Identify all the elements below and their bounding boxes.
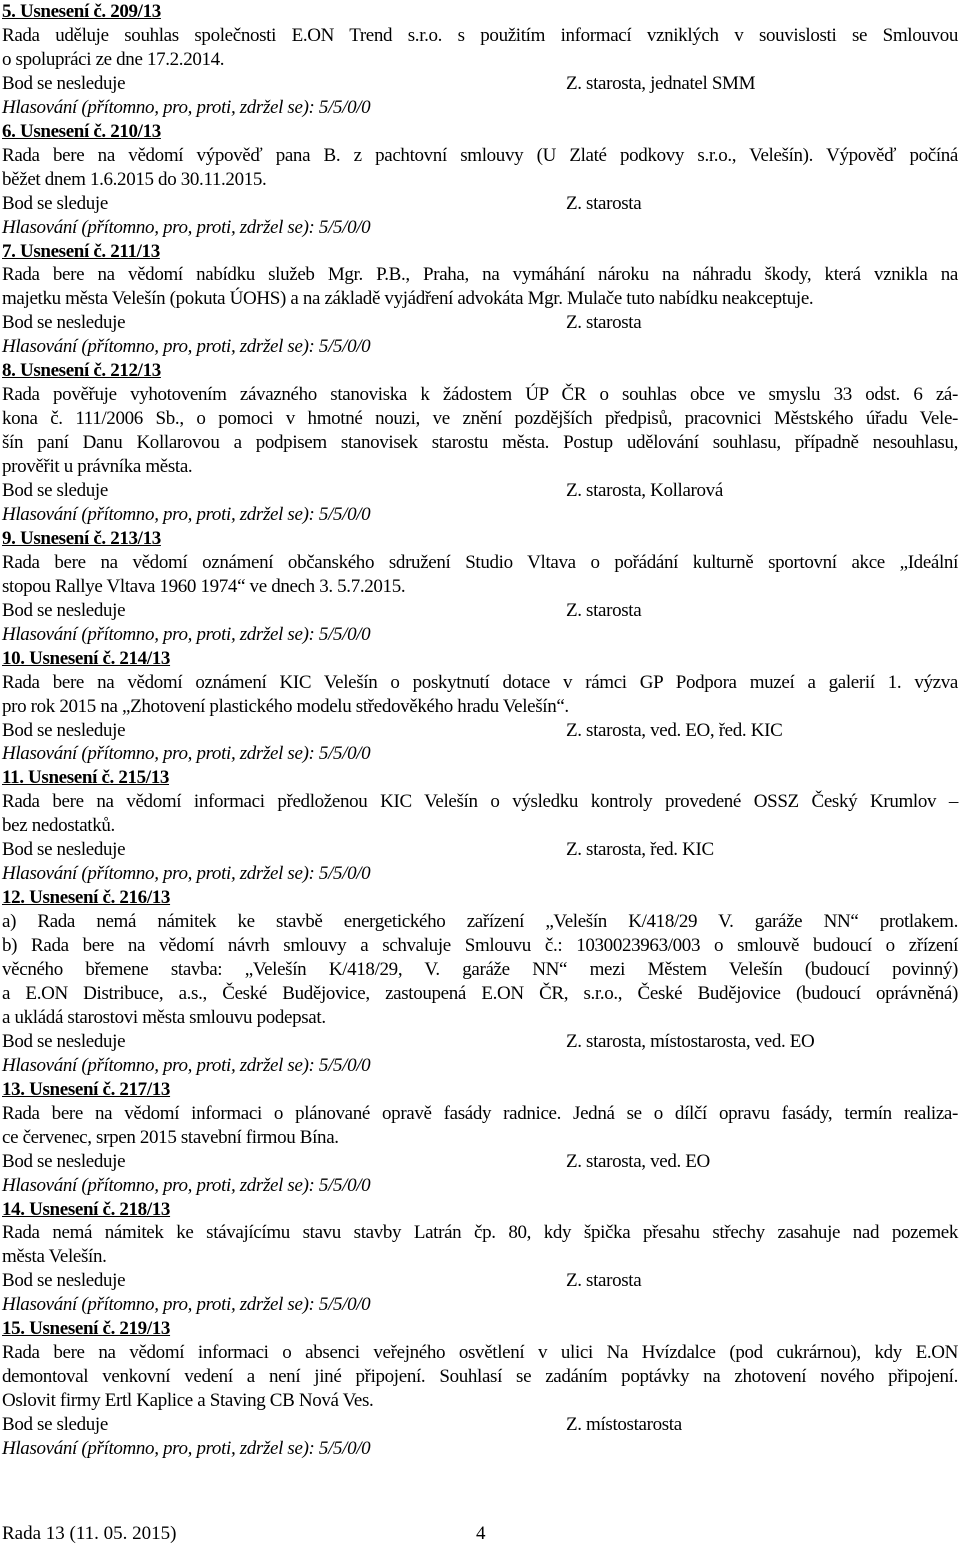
follow-up-status: Bod se nesleduje <box>2 720 126 741</box>
voting-result: Hlasování (přítomno, pro, proti, zdržel se): 5/5/0/0 <box>2 863 371 884</box>
follow-up-status: Bod se nesleduje <box>2 600 126 621</box>
voting-result: Hlasování (přítomno, pro, proti, zdržel se): 5/5/0/0 <box>2 97 371 118</box>
voting-result: Hlasování (přítomno, pro, proti, zdržel se): 5/5/0/0 <box>2 217 371 238</box>
responsible-persons: Z. místostarosta <box>566 1414 682 1435</box>
resolution-heading-text: 9. Usnesení č. 213/13 <box>2 528 161 549</box>
resolution-text-line: stopou Rallye Vltava 1960 1974“ ve dnech 3. 5.7.2015. <box>2 576 406 597</box>
resolution-heading <box>2 240 958 264</box>
resolution-heading <box>2 886 958 910</box>
responsible-persons: Z. starosta <box>566 312 642 333</box>
resolution-text-line: b) Rada bere na vědomí návrh smlouvy a schvaluje Smlouvu č.: 1030023963/003 o smlouvě budoucí o zřízení <box>2 935 958 956</box>
responsible-persons: Z. starosta, ved. EO, řed. KIC <box>566 720 783 741</box>
resolution-text-line: demontoval venkovní vedení a není jiné připojení. Souhlasí se zadáním poptávky na zhotovení nového připojení. <box>2 1366 958 1387</box>
voting-result: Hlasování (přítomno, pro, proti, zdržel se): 5/5/0/0 <box>2 336 371 357</box>
resolution-text-line: Rada bere na vědomí informaci o plánované opravě fasády radnice. Jedná se o dílčí opravu fasády, termín realiza- <box>2 1103 958 1124</box>
resolution-text-line: ce červenec, srpen 2015 stavební firmou Bína. <box>2 1127 339 1148</box>
resolution-heading <box>2 647 958 671</box>
resolution-text-line: bez nedostatků. <box>2 815 115 836</box>
responsible-persons: Z. starosta, ved. EO <box>566 1151 710 1172</box>
follow-up-status: Bod se sleduje <box>2 1414 108 1435</box>
resolution-heading <box>2 1198 958 1222</box>
resolution-text-line: a) Rada nemá námitek ke stavbě energetického zařízení „Velešín K/418/29 V. garáže NN“ protlakem. <box>2 911 958 932</box>
resolution-heading <box>2 0 958 24</box>
resolution-heading <box>2 1317 958 1341</box>
resolution-heading <box>2 766 958 790</box>
resolution-text-line: Oslovit firmy Ertl Kaplice a Staving CB Nová Ves. <box>2 1390 374 1411</box>
resolution-heading-text: 8. Usnesení č. 212/13 <box>2 360 161 381</box>
resolution-heading-text: 14. Usnesení č. 218/13 <box>2 1199 171 1220</box>
resolution-heading-text: 6. Usnesení č. 210/13 <box>2 121 161 142</box>
resolution-text-line: kona č. 111/2006 Sb., o pomoci v hmotné nouzi, ve znění pozdějších předpisů, pracovnici Městského úřadu Vele- <box>2 408 958 429</box>
voting-result: Hlasování (přítomno, pro, proti, zdržel se): 5/5/0/0 <box>2 1175 371 1196</box>
resolution-text-line: Rada bere na vědomí informaci předloženou KIC Velešín o výsledku kontroly provedené OSSZ Český Krumlov – <box>2 791 958 812</box>
follow-up-status: Bod se nesleduje <box>2 1031 126 1052</box>
resolution-text-line: pro rok 2015 na „Zhotovení plastického modelu středověkého hradu Velešín“. <box>2 696 569 717</box>
page-footer <box>2 1522 486 1546</box>
follow-up-row <box>2 599 958 623</box>
follow-up-status: Bod se nesleduje <box>2 312 126 333</box>
follow-up-status: Bod se nesleduje <box>2 839 126 860</box>
responsible-persons: Z. starosta, místostarosta, ved. EO <box>566 1031 815 1052</box>
resolution-text-line: šín paní Danu Kollarovou a podpisem stanovisek starostu města. Postup udělování souhlasu, případně nesouhlasu, <box>2 432 958 453</box>
resolution-heading-text: 10. Usnesení č. 214/13 <box>2 648 171 669</box>
voting-result: Hlasování (přítomno, pro, proti, zdržel se): 5/5/0/0 <box>2 1294 371 1315</box>
resolution-text-line: věcného břemene stavba: „Velešín K/418/29, V. garáže NN“ mezi Městem Velešín (budoucí povinný) <box>2 959 958 980</box>
follow-up-row <box>2 1030 958 1054</box>
responsible-persons: Z. starosta <box>566 600 642 621</box>
resolution-text-line: Rada pověřuje vyhotovením závazného stanoviska k žádostem ÚP ČR o souhlas obce ve smyslu 33 odst. 6 zá- <box>2 384 958 405</box>
page-number: 4 <box>476 1523 486 1544</box>
follow-up-row <box>2 1269 958 1293</box>
resolution-heading-text: 12. Usnesení č. 216/13 <box>2 887 171 908</box>
follow-up-row <box>2 479 958 503</box>
responsible-persons: Z. starosta <box>566 193 642 214</box>
voting-result: Hlasování (přítomno, pro, proti, zdržel se): 5/5/0/0 <box>2 1055 371 1076</box>
follow-up-status: Bod se nesleduje <box>2 1270 126 1291</box>
resolution-heading-text: 5. Usnesení č. 209/13 <box>2 1 161 22</box>
resolution-text-line: Rada bere na vědomí nabídku služeb Mgr. P.B., Praha, na vymáhání nároku na náhradu škody, která vznikla na <box>2 264 958 285</box>
voting-result: Hlasování (přítomno, pro, proti, zdržel se): 5/5/0/0 <box>2 624 371 645</box>
resolution-text-line: majetku města Velešín (pokuta ÚOHS) a na základě vyjádření advokáta Mgr. Mulače tuto nabídku neakceptuje. <box>2 288 814 309</box>
resolution-text-line: Rada bere na vědomí oznámení občanského sdružení Studio Vltava o pořádání kulturně sportovní akce „Ideální <box>2 552 958 573</box>
responsible-persons: Z. starosta, řed. KIC <box>566 839 714 860</box>
follow-up-row <box>2 72 958 96</box>
follow-up-status: Bod se nesleduje <box>2 1151 126 1172</box>
voting-result: Hlasování (přítomno, pro, proti, zdržel se): 5/5/0/0 <box>2 1438 371 1459</box>
resolution-text-line: prověřit u právníka města. <box>2 456 193 477</box>
resolution-text-line: a E.ON Distribuce, a.s., České Budějovice, zastoupená E.ON ČR, s.r.o., České Budějovice (budoucí oprávněná) <box>2 983 958 1004</box>
resolution-heading <box>2 1078 958 1102</box>
follow-up-status: Bod se sleduje <box>2 480 108 501</box>
footer-text: Rada 13 (11. 05. 2015) <box>2 1523 177 1544</box>
resolution-text-line: Rada bere na vědomí oznámení KIC Velešín o poskytnutí dotace v rámci GP Podpora muzeí a galerií 1. výzva <box>2 672 958 693</box>
resolution-heading <box>2 359 958 383</box>
voting-result: Hlasování (přítomno, pro, proti, zdržel se): 5/5/0/0 <box>2 504 371 525</box>
resolution-text-line: a ukládá starostovi města smlouvu podepsat. <box>2 1007 326 1028</box>
resolution-text-line: Rada bere na vědomí informaci o absenci veřejného osvětlení v ulici Na Hvízdalce (pod cukrárnou), kdy E.ON <box>2 1342 958 1363</box>
resolution-text-line: města Velešín. <box>2 1246 107 1267</box>
responsible-persons: Z. starosta <box>566 1270 642 1291</box>
resolution-text-line: Rada uděluje souhlas společnosti E.ON Trend s.r.o. s použitím informací vzniklých v souvislosti se Smlouvou <box>2 25 958 46</box>
voting-result: Hlasování (přítomno, pro, proti, zdržel se): 5/5/0/0 <box>2 743 371 764</box>
follow-up-row <box>2 1413 958 1437</box>
responsible-persons: Z. starosta, jednatel SMM <box>566 73 756 94</box>
resolution-text-line: o spolupráci ze dne 17.2.2014. <box>2 49 225 70</box>
resolution-heading-text: 13. Usnesení č. 217/13 <box>2 1079 171 1100</box>
resolution-heading-text: 11. Usnesení č. 215/13 <box>2 767 170 788</box>
resolution-heading <box>2 527 958 551</box>
follow-up-row <box>2 311 958 335</box>
follow-up-row <box>2 192 958 216</box>
resolution-text-line: Rada nemá námitek ke stávajícímu stavu stavby Latrán čp. 80, kdy špička přesahu střechy zasahuje nad pozemek <box>2 1222 958 1243</box>
responsible-persons: Z. starosta, Kollarová <box>566 480 723 501</box>
follow-up-status: Bod se sleduje <box>2 193 108 214</box>
resolution-text-line: běžet dnem 1.6.2015 do 30.11.2015. <box>2 169 267 190</box>
follow-up-row <box>2 719 958 743</box>
follow-up-status: Bod se nesleduje <box>2 73 126 94</box>
resolution-text-line: Rada bere na vědomí výpověď pana B. z pachtovní smlouvy (U Zlaté podkovy s.r.o., Velešín). Výpověď počíná <box>2 145 958 166</box>
resolution-heading-text: 7. Usnesení č. 211/13 <box>2 241 160 262</box>
follow-up-row <box>2 1150 958 1174</box>
resolution-heading-text: 15. Usnesení č. 219/13 <box>2 1318 171 1339</box>
resolution-heading <box>2 120 958 144</box>
follow-up-row <box>2 838 958 862</box>
